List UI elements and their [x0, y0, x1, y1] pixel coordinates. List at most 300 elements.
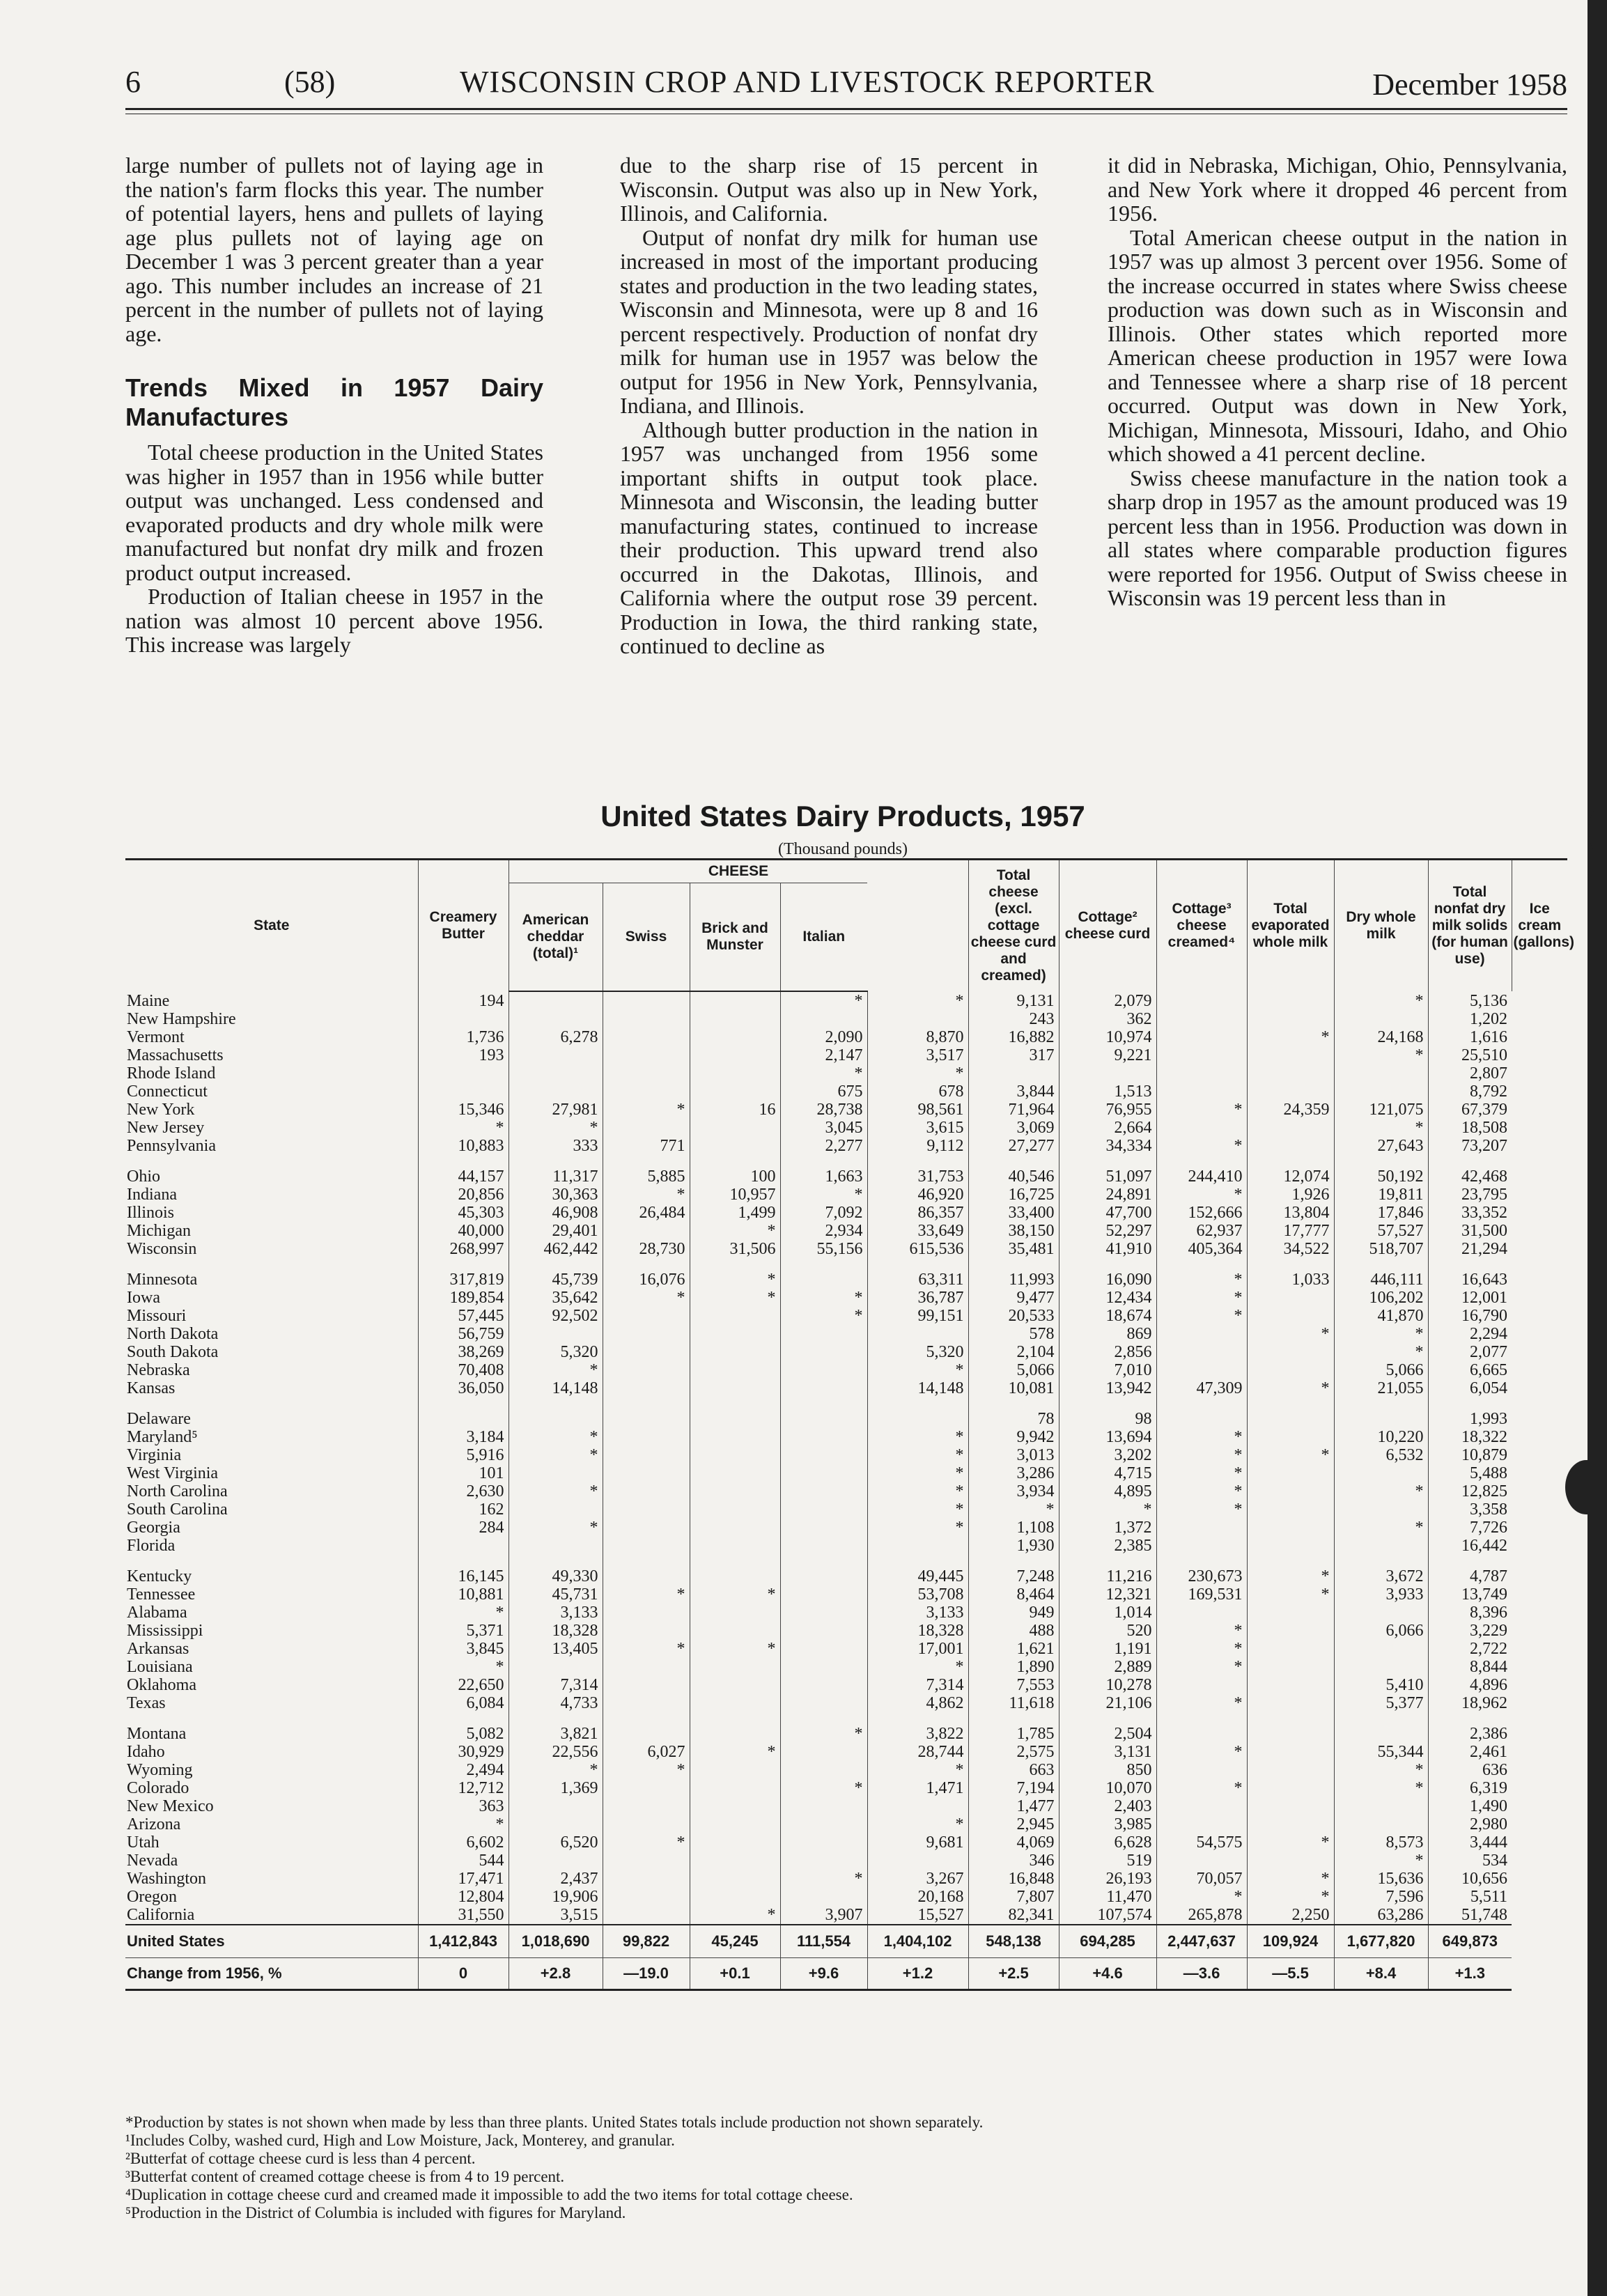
value-cell: 18,322 — [1428, 1428, 1512, 1446]
value-cell — [418, 1083, 509, 1101]
value-cell: 16,145 — [418, 1567, 509, 1585]
value-cell: 1,191 — [1059, 1640, 1156, 1658]
value-cell — [780, 1428, 867, 1446]
value-cell: 6,602 — [418, 1833, 509, 1852]
value-cell: 28,744 — [867, 1743, 968, 1761]
value-cell — [603, 1676, 690, 1694]
footnote: ³Butterfat content of creamed cottage cheese is from 4 to 19 percent. — [125, 2168, 565, 2185]
value-cell: 2,250 — [1247, 1906, 1334, 1925]
spacer-cell — [867, 1155, 968, 1168]
value-cell: * — [1334, 1325, 1428, 1343]
table-row — [125, 1870, 1567, 1888]
spacer-cell — [968, 1258, 1059, 1271]
value-cell: 6,084 — [418, 1694, 509, 1712]
group-spacer — [125, 1258, 1567, 1271]
value-cell: 3,907 — [780, 1906, 867, 1925]
value-cell — [1247, 1010, 1334, 1028]
value-cell: 2,079 — [1059, 991, 1156, 1010]
value-cell: +9.6 — [780, 1958, 867, 1990]
change-row — [125, 1958, 1567, 1990]
value-cell: 10,883 — [418, 1137, 509, 1155]
value-cell: 106,202 — [1334, 1289, 1428, 1307]
value-cell: 14,148 — [867, 1379, 968, 1397]
value-cell: * — [867, 1658, 968, 1676]
value-cell — [690, 1797, 780, 1815]
value-cell: 3,845 — [418, 1640, 509, 1658]
value-cell — [1156, 1028, 1247, 1046]
value-cell — [1156, 1010, 1247, 1028]
value-cell: * — [1247, 1028, 1334, 1046]
spacer-cell — [1247, 1258, 1334, 1271]
value-cell: 446,111 — [1334, 1271, 1428, 1289]
value-cell: 29,401 — [509, 1222, 603, 1240]
value-cell: 8,573 — [1334, 1833, 1428, 1852]
value-cell — [690, 1604, 780, 1622]
value-cell — [603, 1519, 690, 1537]
value-cell — [509, 1046, 603, 1064]
value-cell — [690, 1888, 780, 1906]
table-row — [125, 1482, 1567, 1500]
spacer-cell — [1156, 1155, 1247, 1168]
value-cell — [1059, 1064, 1156, 1083]
value-cell: 11,317 — [509, 1168, 603, 1186]
state-name-cell: Maine — [127, 991, 170, 1010]
value-cell: 3,821 — [509, 1725, 603, 1743]
value-cell — [1247, 1428, 1334, 1446]
value-cell: 5,136 — [1428, 991, 1512, 1010]
value-cell — [1247, 1519, 1334, 1537]
value-cell — [690, 1815, 780, 1833]
value-cell: 10,656 — [1428, 1870, 1512, 1888]
value-cell: 21,294 — [1428, 1240, 1512, 1258]
value-cell — [1156, 1676, 1247, 1694]
value-cell: 2,664 — [1059, 1119, 1156, 1137]
value-cell: 2,385 — [1059, 1537, 1156, 1555]
value-cell: 63,311 — [867, 1271, 968, 1289]
value-cell — [780, 1622, 867, 1640]
spacer-cell — [968, 1397, 1059, 1410]
value-cell: * — [1334, 1046, 1428, 1064]
value-cell: 5,410 — [1334, 1676, 1428, 1694]
spacer-cell — [1059, 1258, 1156, 1271]
value-cell: 62,937 — [1156, 1222, 1247, 1240]
value-cell: 949 — [968, 1604, 1059, 1622]
value-cell: 10,957 — [690, 1186, 780, 1204]
state-name-cell: Vermont — [127, 1028, 185, 1046]
value-cell — [1247, 1622, 1334, 1640]
value-cell: 26,484 — [603, 1204, 690, 1222]
value-cell — [1156, 1797, 1247, 1815]
value-cell: 578 — [968, 1325, 1059, 1343]
value-cell — [603, 1119, 690, 1137]
value-cell — [780, 1537, 867, 1555]
value-cell: 2,294 — [1428, 1325, 1512, 1343]
value-cell — [1156, 1604, 1247, 1622]
value-cell: 49,330 — [509, 1567, 603, 1585]
spacer-cell — [968, 1712, 1059, 1725]
value-cell: 16,643 — [1428, 1271, 1512, 1289]
value-cell — [780, 1743, 867, 1761]
value-cell: 18,508 — [1428, 1119, 1512, 1137]
value-cell — [1156, 991, 1247, 1010]
spacer-cell — [1247, 1397, 1334, 1410]
table-row — [125, 1640, 1567, 1658]
state-name-cell: Wisconsin — [127, 1240, 197, 1258]
value-cell — [780, 1761, 867, 1779]
paragraph: it did in Nebraska, Michigan, Ohio, Pennsylvania, and New York where it dropped 46 percent from 1956. — [1108, 153, 1567, 226]
value-cell: 4,896 — [1428, 1676, 1512, 1694]
paragraph: Output of nonfat dry milk for human use increased in most of the important producing states and production in the two leading states, Wisconsin and Minnesota, were up 8 and 16 percent respectively. Production of nonfat dry milk for human use in 1957 was below the output for 1956 in New York, Pennsylvania, Indiana, and Illinois. — [620, 224, 1038, 418]
value-cell: 771 — [603, 1137, 690, 1155]
value-cell — [1156, 1325, 1247, 1343]
value-cell: +1.2 — [867, 1958, 968, 1990]
spacer-cell — [125, 1155, 418, 1168]
value-cell: * — [1156, 1446, 1247, 1464]
spacer-cell — [1334, 1397, 1428, 1410]
state-name-cell: New York — [127, 1101, 195, 1119]
value-cell: * — [1334, 991, 1428, 1010]
value-cell: 54,575 — [1156, 1833, 1247, 1852]
table-row — [125, 1446, 1567, 1464]
value-cell — [1156, 1119, 1247, 1137]
value-cell: 47,700 — [1059, 1204, 1156, 1222]
value-cell: * — [690, 1640, 780, 1658]
value-cell — [780, 1815, 867, 1833]
value-cell: 26,193 — [1059, 1870, 1156, 1888]
value-cell: 2,147 — [780, 1046, 867, 1064]
value-cell — [1247, 1361, 1334, 1379]
value-cell: 21,055 — [1334, 1379, 1428, 1397]
value-cell — [603, 1797, 690, 1815]
value-cell: 5,885 — [603, 1168, 690, 1186]
value-cell: * — [603, 1640, 690, 1658]
value-cell — [780, 1519, 867, 1537]
value-cell: 7,010 — [1059, 1361, 1156, 1379]
value-cell: 57,527 — [1334, 1222, 1428, 1240]
value-cell — [780, 1585, 867, 1604]
value-cell: 3,184 — [418, 1428, 509, 1446]
value-cell: 1,404,102 — [867, 1925, 968, 1958]
group-spacer — [125, 1712, 1567, 1725]
value-cell: 7,248 — [968, 1567, 1059, 1585]
value-cell: 42,468 — [1428, 1168, 1512, 1186]
value-cell: * — [603, 1101, 690, 1119]
value-cell: 317 — [968, 1046, 1059, 1064]
value-cell: 675 — [780, 1083, 867, 1101]
spacer-cell — [603, 1258, 690, 1271]
state-name-cell: South Dakota — [127, 1343, 219, 1361]
value-cell: 850 — [1059, 1761, 1156, 1779]
value-cell: * — [603, 1289, 690, 1307]
value-cell: 3,844 — [968, 1083, 1059, 1101]
state-name-cell: Arkansas — [127, 1640, 189, 1658]
value-cell — [690, 1361, 780, 1379]
value-cell: 57,445 — [418, 1307, 509, 1325]
spacer-cell — [1428, 1258, 1512, 1271]
value-cell: 7,314 — [867, 1676, 968, 1694]
value-cell — [780, 1604, 867, 1622]
value-cell: 3,985 — [1059, 1815, 1156, 1833]
spacer-cell — [509, 1397, 603, 1410]
state-name-cell: California — [127, 1906, 195, 1924]
value-cell: 2,807 — [1428, 1064, 1512, 1083]
value-cell: 19,906 — [509, 1888, 603, 1906]
spacer-cell — [125, 1258, 418, 1271]
value-cell: 11,618 — [968, 1694, 1059, 1712]
value-cell: 92,502 — [509, 1307, 603, 1325]
value-cell: * — [1156, 1658, 1247, 1676]
value-cell — [603, 1343, 690, 1361]
value-cell: 51,097 — [1059, 1168, 1156, 1186]
value-cell: 71,964 — [968, 1101, 1059, 1119]
value-cell: 18,328 — [509, 1622, 603, 1640]
value-cell: 7,807 — [968, 1888, 1059, 1906]
value-cell: 34,334 — [1059, 1137, 1156, 1155]
value-cell — [1247, 1083, 1334, 1101]
table-row — [125, 1585, 1567, 1604]
value-cell — [603, 1725, 690, 1743]
value-cell — [690, 1622, 780, 1640]
value-cell: 520 — [1059, 1622, 1156, 1640]
header-cheese-group: CHEESE — [509, 860, 968, 883]
value-cell: 4,715 — [1059, 1464, 1156, 1482]
spacer-cell — [867, 1397, 968, 1410]
publication-title: WISCONSIN CROP AND LIVESTOCK REPORTER — [460, 65, 1155, 99]
value-cell: 230,673 — [1156, 1567, 1247, 1585]
value-cell — [603, 1428, 690, 1446]
table-row — [125, 1658, 1567, 1676]
value-cell: 24,168 — [1334, 1028, 1428, 1046]
value-cell — [1247, 991, 1334, 1010]
value-cell: 1,663 — [780, 1168, 867, 1186]
value-cell: 82,341 — [968, 1906, 1059, 1925]
spacer-cell — [1428, 1397, 1512, 1410]
value-cell — [690, 1343, 780, 1361]
value-cell — [690, 1064, 780, 1083]
value-cell — [603, 1046, 690, 1064]
value-cell: 20,533 — [968, 1307, 1059, 1325]
value-cell: 11,216 — [1059, 1567, 1156, 1585]
value-cell — [1334, 1083, 1428, 1101]
value-cell: 17,846 — [1334, 1204, 1428, 1222]
value-cell: 3,286 — [968, 1464, 1059, 1482]
value-cell: * — [1156, 1428, 1247, 1446]
value-cell — [1247, 1604, 1334, 1622]
table-row — [125, 1567, 1567, 1585]
binding-hole — [1565, 1460, 1607, 1514]
value-cell: —3.6 — [1156, 1958, 1247, 1990]
header-nonfat: Total nonfat dry milk solids (for human use) — [1428, 860, 1512, 992]
value-cell: * — [418, 1658, 509, 1676]
table-row — [125, 1343, 1567, 1361]
value-cell: 2,090 — [780, 1028, 867, 1046]
value-cell: 9,221 — [1059, 1046, 1156, 1064]
value-cell — [418, 1010, 509, 1028]
value-cell — [690, 1870, 780, 1888]
spacer-cell — [690, 1555, 780, 1567]
value-cell — [603, 1852, 690, 1870]
spacer-cell — [125, 1555, 418, 1567]
value-cell: 5,320 — [509, 1343, 603, 1361]
state-name-cell: Kansas — [127, 1379, 176, 1397]
value-cell — [690, 1464, 780, 1482]
value-cell — [603, 1410, 690, 1428]
spacer-cell — [780, 1155, 867, 1168]
value-cell — [603, 1464, 690, 1482]
value-cell: 31,550 — [418, 1906, 509, 1925]
spacer-cell — [780, 1397, 867, 1410]
value-cell: 8,792 — [1428, 1083, 1512, 1101]
table-subtitle: (Thousand pounds) — [778, 840, 908, 858]
value-cell: 8,844 — [1428, 1658, 1512, 1676]
paragraph: Production of Italian cheese in 1957 in the nation was almost 10 percent above 1956. This increase was largely — [125, 584, 543, 657]
value-cell — [509, 1537, 603, 1555]
value-cell — [867, 1852, 968, 1870]
value-cell — [509, 1658, 603, 1676]
value-cell: 2,403 — [1059, 1797, 1156, 1815]
spacer-cell — [418, 1155, 509, 1168]
value-cell: * — [603, 1833, 690, 1852]
value-cell: 1,471 — [867, 1779, 968, 1797]
spacer-cell — [968, 1555, 1059, 1567]
value-cell: 615,536 — [867, 1240, 968, 1258]
value-cell: 1,033 — [1247, 1271, 1334, 1289]
value-cell: 4,862 — [867, 1694, 968, 1712]
value-cell — [780, 1852, 867, 1870]
value-cell: 1,018,690 — [509, 1925, 603, 1958]
value-cell: 2,386 — [1428, 1725, 1512, 1743]
state-name-cell: Utah — [127, 1833, 160, 1852]
header-rule — [125, 108, 1567, 110]
value-cell — [1247, 1343, 1334, 1361]
value-cell — [1156, 1815, 1247, 1833]
table-row — [125, 991, 1567, 1010]
value-cell: 4,069 — [968, 1833, 1059, 1852]
value-cell: 7,726 — [1428, 1519, 1512, 1537]
state-name-cell: South Carolina — [127, 1500, 228, 1519]
value-cell: 488 — [968, 1622, 1059, 1640]
value-cell: 35,642 — [509, 1289, 603, 1307]
value-cell: * — [867, 1361, 968, 1379]
paragraph: Swiss cheese manufacture in the nation took a sharp drop in 1957 as the amount produced was 19 percent less than in 1956. Production was down in all states where comparable production figures were reported for 1956. Output of Swiss cheese in Wisconsin was 19 percent less than in — [1108, 465, 1567, 610]
value-cell: +2.5 — [968, 1958, 1059, 1990]
value-cell: 519 — [1059, 1852, 1156, 1870]
value-cell: 46,920 — [867, 1186, 968, 1204]
value-cell — [1334, 1064, 1428, 1083]
state-name-cell: Connecticut — [127, 1083, 208, 1101]
value-cell: 9,942 — [968, 1428, 1059, 1446]
value-cell: 1,499 — [690, 1204, 780, 1222]
value-cell: 5,511 — [1428, 1888, 1512, 1906]
paragraph: Total cheese production in the United States was higher in 1957 than in 1956 while butter output was unchanged. Less condensed and evaporated products and dry whole milk were manufactured but nonfat dry milk and frozen product output increased. — [125, 440, 543, 585]
table-row — [125, 1500, 1567, 1519]
page-header — [125, 64, 1567, 120]
value-cell: 1,108 — [968, 1519, 1059, 1537]
value-cell: 12,001 — [1428, 1289, 1512, 1307]
value-cell: 5,377 — [1334, 1694, 1428, 1712]
value-cell: * — [780, 1779, 867, 1797]
state-name-cell: Louisiana — [127, 1658, 193, 1676]
value-cell: 1,477 — [968, 1797, 1059, 1815]
value-cell: 98,561 — [867, 1101, 968, 1119]
value-cell: 7,596 — [1334, 1888, 1428, 1906]
value-cell — [1156, 1410, 1247, 1428]
value-cell — [509, 1797, 603, 1815]
value-cell — [690, 1307, 780, 1325]
value-cell: 265,878 — [1156, 1906, 1247, 1925]
value-cell: 1,890 — [968, 1658, 1059, 1676]
value-cell — [603, 1083, 690, 1101]
value-cell: 6,532 — [1334, 1446, 1428, 1464]
value-cell: * — [867, 1519, 968, 1537]
value-cell: 694,285 — [1059, 1925, 1156, 1958]
spacer-cell — [690, 1397, 780, 1410]
article-column-2 — [620, 153, 1038, 658]
header-total-cheese: Total cheese (excl. cottage cheese curd and creamed) — [968, 860, 1059, 992]
value-cell — [1334, 1604, 1428, 1622]
value-cell: * — [509, 1482, 603, 1500]
value-cell: 544 — [418, 1852, 509, 1870]
state-name-cell: Nevada — [127, 1852, 178, 1870]
footnote: ¹Includes Colby, washed curd, High and Low Moisture, Jack, Monterey, and granular. — [125, 2132, 675, 2149]
value-cell: 18,674 — [1059, 1307, 1156, 1325]
value-cell: 36,787 — [867, 1289, 968, 1307]
table-row — [125, 1064, 1567, 1083]
value-cell: 45,245 — [690, 1925, 780, 1958]
value-cell — [690, 1833, 780, 1852]
value-cell: 4,787 — [1428, 1567, 1512, 1585]
value-cell — [690, 1119, 780, 1137]
value-cell: * — [603, 1186, 690, 1204]
value-cell: 663 — [968, 1761, 1059, 1779]
value-cell — [1334, 1410, 1428, 1428]
value-cell — [603, 1815, 690, 1833]
value-cell: 268,997 — [418, 1240, 509, 1258]
spacer-cell — [1334, 1155, 1428, 1168]
value-cell: 1,930 — [968, 1537, 1059, 1555]
header-evaporated: Total evaporated whole milk — [1247, 860, 1334, 992]
spacer-cell — [1334, 1555, 1428, 1567]
value-cell: 1,621 — [968, 1640, 1059, 1658]
value-cell — [968, 1064, 1059, 1083]
value-cell: 2,504 — [1059, 1725, 1156, 1743]
value-cell: 45,303 — [418, 1204, 509, 1222]
value-cell — [1247, 1464, 1334, 1482]
value-cell: 13,942 — [1059, 1379, 1156, 1397]
header-dry-whole: Dry whole milk — [1334, 860, 1428, 992]
value-cell: +4.6 — [1059, 1958, 1156, 1990]
value-cell: 30,363 — [509, 1186, 603, 1204]
value-cell: 2,447,637 — [1156, 1925, 1247, 1958]
table-row — [125, 1204, 1567, 1222]
value-cell: 109,924 — [1247, 1925, 1334, 1958]
value-cell: 24,359 — [1247, 1101, 1334, 1119]
value-cell: * — [867, 1500, 968, 1519]
paragraph: Although butter production in the nation in 1957 was unchanged from 1956 some important shifts in output took place. Minnesota and Wisconsin, the leading butter manufacturing states, continued to increase their production. This upward trend also occurred in the Dakotas, Illinois, and California where the output rose 39 percent. Production in Iowa, the third ranking state, continued to decline as — [620, 417, 1038, 658]
value-cell: 2,437 — [509, 1870, 603, 1888]
value-cell: 649,873 — [1428, 1925, 1512, 1958]
value-cell — [603, 1010, 690, 1028]
value-cell: —5.5 — [1247, 1958, 1334, 1990]
table-row — [125, 1271, 1567, 1289]
value-cell — [780, 1694, 867, 1712]
value-cell — [780, 1325, 867, 1343]
state-name-cell: New Mexico — [127, 1797, 214, 1815]
value-cell: * — [1156, 1307, 1247, 1325]
value-cell: * — [780, 991, 867, 1010]
value-cell: * — [1156, 1640, 1247, 1658]
value-cell: 3,358 — [1428, 1500, 1512, 1519]
